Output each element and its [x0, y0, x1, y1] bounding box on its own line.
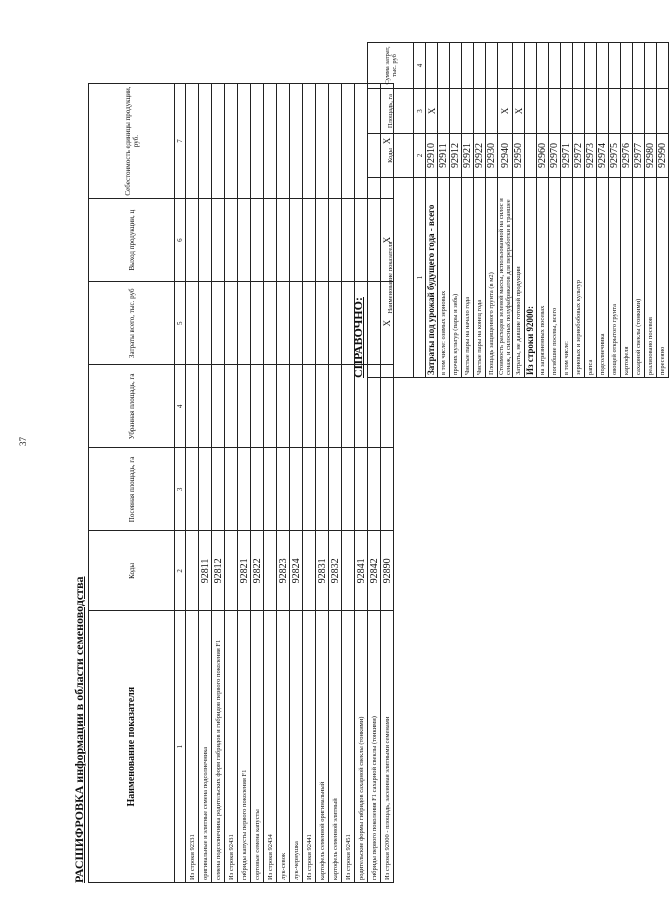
row-label: Стоимость расходов зеленой массы, использованной на силос и сенаж, и силосных полуфабрикатов для переработки в траншее — [498, 178, 513, 378]
right-panel — [351, 43, 668, 378]
left-panel — [72, 83, 393, 883]
ref-col-header-cost: Сумма затрат, тыс. руб — [368, 43, 414, 89]
sown-area-cell[interactable] — [290, 448, 303, 531]
area-cell — [597, 89, 609, 134]
row-label: Чистые пары на конец года — [474, 178, 486, 378]
table-row — [426, 43, 438, 378]
row-code: 92950 — [513, 134, 525, 178]
right-table-body — [426, 43, 669, 378]
col-number: 5 — [175, 282, 186, 365]
area-cell — [585, 89, 597, 134]
harvested-area-cell[interactable] — [316, 365, 329, 448]
unit-cost-cell — [199, 84, 212, 199]
row-code: 92911 — [438, 134, 450, 178]
row-code — [264, 531, 277, 611]
area-cell: X — [498, 89, 513, 134]
col-number: 6 — [175, 199, 186, 282]
table-row — [212, 84, 225, 883]
table-row — [474, 43, 486, 378]
table-row — [561, 43, 573, 378]
row-label: рапса — [585, 178, 597, 378]
row-code — [342, 531, 355, 611]
harvested-area-cell[interactable] — [251, 365, 264, 448]
costs-cell — [238, 282, 251, 365]
row-label: оригинальные и элитные семена подсолнечника — [199, 611, 212, 883]
row-code: 92912 — [450, 134, 462, 178]
sown-area-cell[interactable] — [199, 448, 212, 531]
costs-cell — [277, 282, 290, 365]
row-label: семена подсолнечника родительских форм гибридов и гибридов первого поколения F1 — [212, 611, 225, 883]
table-row — [186, 84, 199, 883]
cost-cell — [561, 43, 573, 89]
row-code: 92940 — [498, 134, 513, 178]
row-code — [186, 531, 199, 611]
row-label: картофель семенной оригинальный — [316, 611, 329, 883]
area-cell — [474, 89, 486, 134]
output-cell — [264, 199, 277, 282]
col-header-costs: Затраты всего, тыс. руб — [89, 282, 175, 365]
row-label: Из строки 92000 - площадь, засеянная элитными семенами — [381, 611, 394, 883]
costs-cell — [199, 282, 212, 365]
table-row — [633, 43, 645, 378]
row-label: реализовано посевов — [645, 178, 657, 378]
ref-header-row — [368, 43, 414, 378]
area-cell: X — [426, 89, 438, 134]
cost-cell — [426, 43, 438, 89]
row-code: 92972 — [573, 134, 585, 178]
left-table-body — [186, 84, 394, 883]
output-cell: X — [381, 199, 394, 282]
row-label: сахарной свеклы (тонкими) — [633, 178, 645, 378]
row-code: 92812 — [212, 531, 225, 611]
col-number: 1 — [175, 611, 186, 883]
row-code: 92975 — [609, 134, 621, 178]
row-label: Из строки 92000: — [525, 178, 537, 378]
costs-cell — [186, 282, 199, 365]
cost-cell — [585, 43, 597, 89]
row-label: Затраты под урожай будущего года - всего — [426, 178, 438, 378]
unit-cost-cell — [316, 84, 329, 199]
row-label: пересеяно — [657, 178, 669, 378]
output-cell — [212, 199, 225, 282]
cost-cell — [450, 43, 462, 89]
row-code: 92990 — [657, 134, 669, 178]
col-number: 4 — [414, 43, 426, 89]
col-number: 7 — [175, 84, 186, 199]
row-code: 92980 — [645, 134, 657, 178]
cost-cell — [513, 43, 525, 89]
unit-cost-cell — [342, 84, 355, 199]
ref-col-header-code: Коды — [368, 134, 414, 178]
table-row — [450, 43, 462, 378]
row-code: 92824 — [290, 531, 303, 611]
row-label: прочих культур (пары и зябь) — [450, 178, 462, 378]
costs-cell — [251, 282, 264, 365]
row-label: в том числе: озимых зерновых — [438, 178, 450, 378]
col-header-code: Коды — [89, 531, 175, 611]
unit-cost-cell — [264, 84, 277, 199]
area-cell — [621, 89, 633, 134]
area-cell — [633, 89, 645, 134]
unit-cost-cell — [290, 84, 303, 199]
left-title: РАСШИФРОВКА информации в области семеноводства — [72, 576, 86, 883]
sown-area-cell[interactable] — [342, 448, 355, 531]
cost-cell — [597, 43, 609, 89]
row-code: 92974 — [597, 134, 609, 178]
cost-cell — [573, 43, 585, 89]
row-label: лук-севок — [277, 611, 290, 883]
cost-cell — [633, 43, 645, 89]
output-cell — [329, 199, 342, 282]
cost-cell — [621, 43, 633, 89]
row-code: 92811 — [199, 531, 212, 611]
table-row — [238, 84, 251, 883]
table-row — [657, 43, 669, 378]
area-cell — [537, 89, 549, 134]
col-number: 3 — [414, 89, 426, 134]
row-label: зерновых и зернобобовых культур — [573, 178, 585, 378]
row-label: картофеля — [621, 178, 633, 378]
harvested-area-cell[interactable] — [186, 365, 199, 448]
table-row — [486, 43, 498, 378]
row-label: лук-чернушка — [290, 611, 303, 883]
table-row — [225, 84, 238, 883]
col-header-sown-area: Посевная площадь, га — [89, 448, 175, 531]
row-label: картофель семенной элитный — [329, 611, 342, 883]
table-row — [199, 84, 212, 883]
output-cell — [199, 199, 212, 282]
row-label: подсолнечника — [597, 178, 609, 378]
sown-area-cell[interactable] — [251, 448, 264, 531]
area-cell — [657, 89, 669, 134]
row-code: 92970 — [549, 134, 561, 178]
row-code: 92822 — [251, 531, 264, 611]
row-code: 92973 — [585, 134, 597, 178]
harvested-area-cell[interactable] — [303, 365, 316, 448]
row-code: 92922 — [474, 134, 486, 178]
unit-cost-cell — [303, 84, 316, 199]
col-header-unit-cost: Себестоимость единицы продукции, руб. — [89, 84, 175, 199]
row-label: Из строки 92434 — [264, 611, 277, 883]
unit-cost-cell — [251, 84, 264, 199]
column-number-row — [175, 84, 186, 883]
table-row — [290, 84, 303, 883]
unit-cost-cell — [212, 84, 225, 199]
output-cell — [303, 199, 316, 282]
sown-area-cell[interactable] — [186, 448, 199, 531]
sown-area-cell[interactable] — [381, 448, 394, 531]
row-label: погибшие посевы, всего — [549, 178, 561, 378]
unit-cost-cell — [277, 84, 290, 199]
area-cell — [645, 89, 657, 134]
table-row — [573, 43, 585, 378]
row-label: Из строки 92331 — [186, 611, 199, 883]
sown-area-cell[interactable] — [264, 448, 277, 531]
cost-cell — [549, 43, 561, 89]
table-row — [264, 84, 277, 883]
row-label: Площадь защищенного грунта (в м2) — [486, 178, 498, 378]
costs-cell — [290, 282, 303, 365]
row-code: 92976 — [621, 134, 633, 178]
row-label: Из строки 92451 — [342, 611, 355, 883]
table-row — [303, 84, 316, 883]
table-row — [525, 43, 537, 378]
row-code — [525, 134, 537, 178]
area-cell — [450, 89, 462, 134]
header-row — [89, 84, 175, 883]
table-row — [585, 43, 597, 378]
col-number: 2 — [175, 531, 186, 611]
output-cell — [290, 199, 303, 282]
table-row — [645, 43, 657, 378]
cost-cell — [474, 43, 486, 89]
row-code — [225, 531, 238, 611]
row-code: 92823 — [277, 531, 290, 611]
harvested-area-cell[interactable] — [277, 365, 290, 448]
cost-cell — [438, 43, 450, 89]
ref-col-header-name: Наименование показателя — [368, 178, 414, 378]
col-header-name: Наименование показателя — [89, 611, 175, 883]
sown-area-cell[interactable] — [225, 448, 238, 531]
cost-cell — [657, 43, 669, 89]
harvested-area-cell[interactable] — [212, 365, 225, 448]
cost-cell — [486, 43, 498, 89]
harvested-area-cell[interactable] — [264, 365, 277, 448]
output-cell — [225, 199, 238, 282]
output-cell — [186, 199, 199, 282]
area-cell — [609, 89, 621, 134]
row-code: 92977 — [633, 134, 645, 178]
area-cell — [573, 89, 585, 134]
row-label: Из строки 92431 — [225, 611, 238, 883]
output-cell — [251, 199, 264, 282]
ref-column-number-row — [414, 43, 426, 378]
sown-area-cell[interactable] — [303, 448, 316, 531]
row-label: гибриды капусты первого поколения F1 — [238, 611, 251, 883]
row-label: Из строки 92441 — [303, 611, 316, 883]
row-code: 92960 — [537, 134, 549, 178]
cost-cell — [609, 43, 621, 89]
unit-cost-cell — [238, 84, 251, 199]
sown-area-cell[interactable] — [212, 448, 225, 531]
row-label: овощей открытого грунта — [609, 178, 621, 378]
cost-cell — [645, 43, 657, 89]
unit-cost-cell — [329, 84, 342, 199]
sown-area-cell[interactable] — [238, 448, 251, 531]
costs-cell — [329, 282, 342, 365]
sown-area-cell[interactable] — [277, 448, 290, 531]
table-row — [498, 43, 513, 378]
area-cell — [438, 89, 450, 134]
row-code: 92831 — [316, 531, 329, 611]
table-row — [329, 84, 342, 883]
col-number: 3 — [175, 448, 186, 531]
row-code: 92971 — [561, 134, 573, 178]
sown-area-cell[interactable] — [316, 448, 329, 531]
col-number: 2 — [414, 134, 426, 178]
sown-area-cell[interactable] — [329, 448, 342, 531]
row-label: Чистые пары на начало года — [462, 178, 474, 378]
harvested-area-cell[interactable] — [225, 365, 238, 448]
table-row — [621, 43, 633, 378]
table-row — [342, 84, 355, 883]
costs-cell — [264, 282, 277, 365]
col-number: 4 — [175, 365, 186, 448]
unit-cost-cell — [225, 84, 238, 199]
harvested-area-cell[interactable] — [290, 365, 303, 448]
table-row — [316, 84, 329, 883]
harvested-area-cell[interactable] — [329, 365, 342, 448]
costs-cell — [316, 282, 329, 365]
unit-cost-cell: X — [381, 84, 394, 199]
row-code: 92821 — [238, 531, 251, 611]
row-code: 92921 — [462, 134, 474, 178]
cost-cell — [525, 43, 537, 89]
col-number: 1 — [414, 178, 426, 378]
row-code: 92930 — [486, 134, 498, 178]
row-label: Затраты, не давшие готовой продукции — [513, 178, 525, 378]
table-row — [537, 43, 549, 378]
unit-cost-cell — [186, 84, 199, 199]
reference-table — [367, 42, 669, 378]
seed-table — [88, 83, 394, 883]
table-row — [277, 84, 290, 883]
page-number: 37 — [18, 437, 28, 446]
output-cell — [238, 199, 251, 282]
row-label: гибриды первого поколения F1 сахарной свеклы (тонкими) — [368, 611, 381, 883]
col-header-harvested-area: Убранная площадь, га — [89, 365, 175, 448]
costs-cell — [212, 282, 225, 365]
row-code: 92910 — [426, 134, 438, 178]
row-code: 92832 — [329, 531, 342, 611]
row-code: 92841 — [355, 531, 368, 611]
cost-cell — [537, 43, 549, 89]
row-label: на загрязненных посевах — [537, 178, 549, 378]
costs-cell — [303, 282, 316, 365]
row-code — [303, 531, 316, 611]
row-label: в том числе: — [561, 178, 573, 378]
harvested-area-cell[interactable] — [238, 365, 251, 448]
right-title: СПРАВОЧНО: — [351, 297, 365, 378]
cost-cell — [498, 43, 513, 89]
table-row — [513, 43, 525, 378]
costs-cell: X — [381, 282, 394, 365]
row-label: родительские формы гибридов сахарной свеклы (тонкими) — [355, 611, 368, 883]
sown-area-cell[interactable] — [355, 448, 368, 531]
area-cell — [486, 89, 498, 134]
area-cell — [561, 89, 573, 134]
table-row — [609, 43, 621, 378]
table-row — [462, 43, 474, 378]
output-cell — [342, 199, 355, 282]
area-cell — [525, 89, 537, 134]
table-row — [251, 84, 264, 883]
output-cell — [277, 199, 290, 282]
row-label: сортовые семена капусты — [251, 611, 264, 883]
row-code: 92842 — [368, 531, 381, 611]
output-cell — [316, 199, 329, 282]
table-row — [597, 43, 609, 378]
table-row — [438, 43, 450, 378]
sown-area-cell[interactable] — [368, 448, 381, 531]
area-cell — [549, 89, 561, 134]
harvested-area-cell[interactable] — [199, 365, 212, 448]
area-cell: X — [513, 89, 525, 134]
cost-cell — [462, 43, 474, 89]
ref-col-header-area: Площадь, га — [368, 89, 414, 134]
area-cell — [462, 89, 474, 134]
table-row — [549, 43, 561, 378]
costs-cell — [225, 282, 238, 365]
col-header-output: Выход продукции, ц — [89, 199, 175, 282]
row-code: 92890 — [381, 531, 394, 611]
